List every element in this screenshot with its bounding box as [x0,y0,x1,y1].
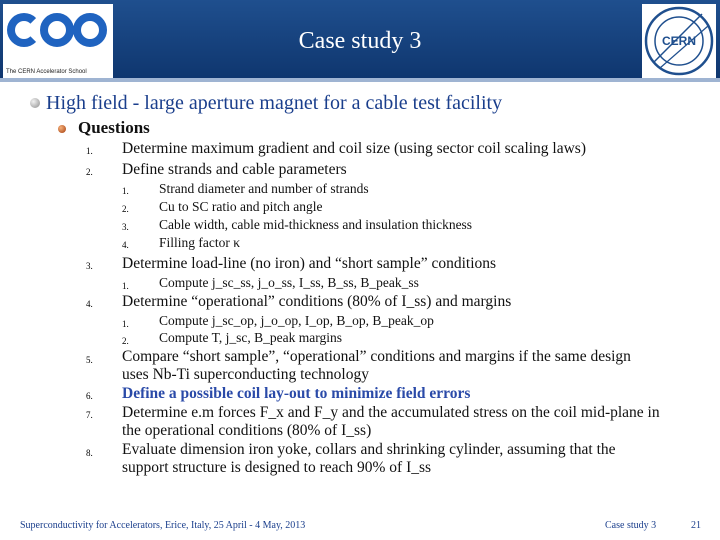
logo-tagline: The CERN Accelerator School [6,69,87,75]
q2-sub2-number: 2. [122,204,129,214]
q6-text: Define a possible coil lay-out to minimize field errors [122,385,471,402]
page-number: 21 [691,520,701,531]
q3-text: Determine load-line (no iron) and “short sample” conditions [122,255,497,272]
slide-title: Case study 3 [298,28,422,54]
q2-sub4-number: 4. [122,240,129,250]
q3-number: 3. [86,261,93,271]
q3-sub1-number: 1. [122,281,129,291]
q2-sub3-text: Cable width, cable mid-thickness and insulation thickness [159,217,473,232]
cern-logo [642,4,716,78]
q2-sub3-number: 3. [122,222,129,232]
questions-bullet [58,125,66,133]
q4-sub2-text: Compute T, j_sc, B_peak margins [159,330,342,345]
q6-number: 6. [86,391,93,401]
cern-logo-text: CERN [661,34,697,48]
q5-line2: uses Nb-Ti superconducting technology [122,366,369,383]
q7-number: 7. [86,410,93,420]
heading-bullet [30,98,40,108]
header-strip [0,78,720,82]
q7-line1: Determine e.m forces F_x and F_y and the accumulated stress on the coil mid-plane in [122,404,660,421]
q2-sub4-text: Filling factor κ [159,235,241,250]
q4-sub1-number: 1. [122,319,129,329]
q8-number: 8. [86,448,93,458]
q5-line1: Compare “short sample”, “operational” conditions and margins if the same design [122,348,631,365]
q2-sub1-text: Strand diameter and number of strands [159,181,369,196]
q1-number: 1. [86,146,93,156]
q4-number: 4. [86,299,93,309]
q2-text: Define strands and cable parameters [122,161,347,178]
footer-title: Case study 3 [605,520,657,531]
q2-sub2-text: Cu to SC ratio and pitch angle [159,199,323,214]
questions-heading: Questions [78,118,150,137]
q2-number: 2. [86,167,93,177]
main-heading: High field - large aperture magnet for a cable test facility [46,92,503,114]
q4-text: Determine “operational” conditions (80% of I_ss) and margins [122,293,512,310]
q8-line2: support structure is designed to reach 90% of I_ss [122,459,432,476]
q5-number: 5. [86,355,93,365]
q8-line1: Evaluate dimension iron yoke, collars and shrinking cylinder, assuming that the [122,441,616,458]
q4-sub1-text: Compute j_sc_op, j_o_op, I_op, B_op, B_peak_op [159,313,434,328]
q4-sub2-number: 2. [122,336,129,346]
header-band [0,0,720,82]
q1-text: Determine maximum gradient and coil size (using sector coil scaling laws) [122,140,587,157]
footer-conference: Superconductivity for Accelerators, Erice, Italy, 25 April - 4 May, 2013 [20,520,306,531]
q2-sub1-number: 1. [122,186,129,196]
q7-line2: the operational conditions (80% of I_ss) [122,422,372,439]
q3-sub1-text: Compute j_sc_ss, j_o_ss, I_ss, B_ss, B_peak_ss [159,275,419,290]
